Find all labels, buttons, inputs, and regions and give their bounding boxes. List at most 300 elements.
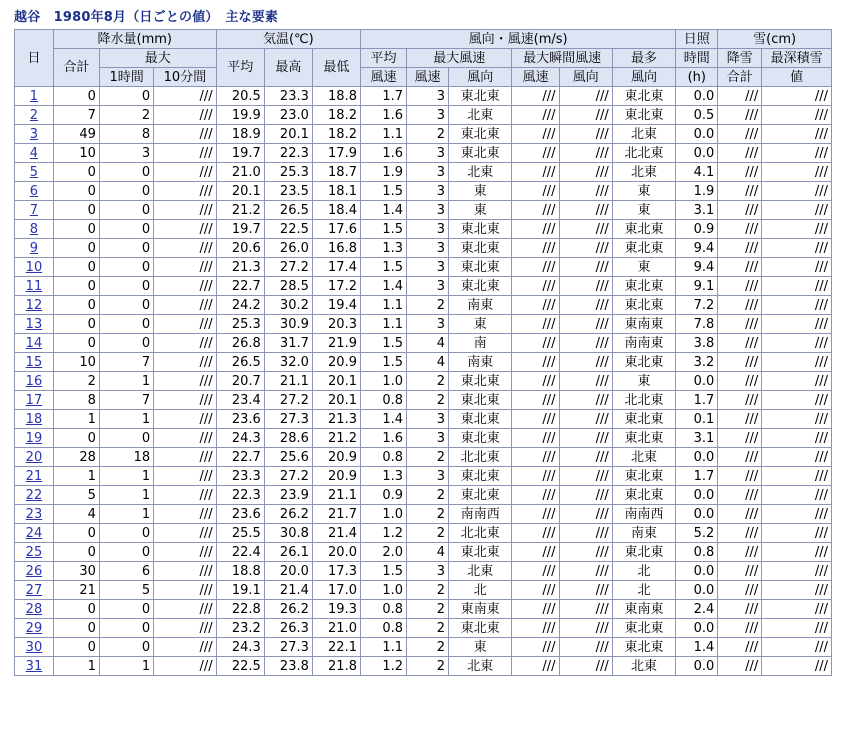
- cell-precip-total: 1: [53, 467, 99, 486]
- cell-precip-1h: 6: [99, 562, 153, 581]
- cell-temp-min: 20.9: [312, 467, 360, 486]
- cell-wind-most-dir: 北東: [612, 163, 676, 182]
- day-link[interactable]: 4: [29, 145, 39, 161]
- table-header: [15, 30, 832, 87]
- cell-wind-gust-speed: ///: [512, 562, 559, 581]
- table-row: [15, 505, 832, 524]
- cell-wind-avg: 1.3: [360, 467, 406, 486]
- table-row: [15, 277, 832, 296]
- cell-wind-max-dir: 南東: [449, 296, 512, 315]
- cell-snowfall: ///: [718, 372, 762, 391]
- cell-wind-max-dir: 東北東: [449, 619, 512, 638]
- cell-wind-max-speed: 3: [407, 315, 449, 334]
- cell-wind-gust-dir: ///: [559, 410, 612, 429]
- cell-precip-10min: ///: [154, 106, 216, 125]
- cell-wind-avg: 0.9: [360, 486, 406, 505]
- cell-temp-avg: 23.6: [216, 410, 264, 429]
- day-link[interactable]: 2: [29, 107, 39, 123]
- cell-wind-most-dir: 南南西: [612, 505, 676, 524]
- cell-wind-most-dir: 東北東: [612, 296, 676, 315]
- day-link[interactable]: 14: [25, 335, 43, 351]
- cell-wind-gust-dir: ///: [559, 334, 612, 353]
- cell-precip-total: 0: [53, 239, 99, 258]
- cell-snowfall: ///: [718, 448, 762, 467]
- day-link[interactable]: 20: [25, 449, 43, 465]
- cell-temp-min: 21.9: [312, 334, 360, 353]
- cell-precip-1h: 7: [99, 353, 153, 372]
- cell-temp-avg: 23.2: [216, 619, 264, 638]
- cell-temp-max: 31.7: [264, 334, 312, 353]
- cell-precip-total: 0: [53, 638, 99, 657]
- cell-temp-max: 21.1: [264, 372, 312, 391]
- cell-wind-avg: 1.4: [360, 410, 406, 429]
- cell-temp-avg: 22.5: [216, 657, 264, 676]
- cell-precip-10min: ///: [154, 619, 216, 638]
- cell-wind-avg: 1.6: [360, 144, 406, 163]
- day-link[interactable]: 5: [29, 164, 39, 180]
- cell-wind-avg: 1.1: [360, 296, 406, 315]
- header-wind-most-1: 最多: [612, 49, 676, 68]
- cell-wind-max-speed: 2: [407, 391, 449, 410]
- header-snowfall-1: 降雪: [718, 49, 762, 68]
- cell-temp-max: 27.2: [264, 391, 312, 410]
- cell-temp-min: 20.1: [312, 372, 360, 391]
- cell-temp-min: 18.7: [312, 163, 360, 182]
- cell-wind-gust-speed: ///: [512, 182, 559, 201]
- cell-temp-avg: 20.6: [216, 239, 264, 258]
- cell-temp-avg: 23.4: [216, 391, 264, 410]
- cell-wind-avg: 1.1: [360, 125, 406, 144]
- cell-wind-gust-dir: ///: [559, 125, 612, 144]
- cell-wind-max-dir: 東北東: [449, 239, 512, 258]
- cell-wind-max-dir: 東北東: [449, 220, 512, 239]
- cell-wind-avg: 1.0: [360, 372, 406, 391]
- cell-wind-gust-dir: ///: [559, 163, 612, 182]
- day-link[interactable]: 13: [25, 316, 43, 332]
- cell-precip-total: 0: [53, 334, 99, 353]
- cell-wind-gust-dir: ///: [559, 106, 612, 125]
- cell-wind-max-speed: 2: [407, 448, 449, 467]
- cell-snowfall: ///: [718, 391, 762, 410]
- cell-wind-gust-speed: ///: [512, 391, 559, 410]
- table-row: [15, 467, 832, 486]
- cell-wind-max-dir: 東北東: [449, 144, 512, 163]
- day-link[interactable]: 7: [29, 202, 39, 218]
- cell-sunshine: 2.4: [676, 600, 718, 619]
- cell-sunshine: 1.7: [676, 391, 718, 410]
- cell-sunshine: 9.4: [676, 258, 718, 277]
- cell-sunshine: 0.0: [676, 372, 718, 391]
- cell-wind-most-dir: 南南東: [612, 334, 676, 353]
- cell-precip-total: 0: [53, 429, 99, 448]
- cell-wind-avg: 1.0: [360, 505, 406, 524]
- cell-wind-gust-dir: ///: [559, 391, 612, 410]
- cell-snowfall: ///: [718, 87, 762, 106]
- cell-temp-min: 20.3: [312, 315, 360, 334]
- cell-wind-gust-speed: ///: [512, 106, 559, 125]
- cell-snowfall: ///: [718, 201, 762, 220]
- table-row: [15, 144, 832, 163]
- cell-precip-10min: ///: [154, 258, 216, 277]
- cell-wind-most-dir: 東北東: [612, 353, 676, 372]
- table-row: [15, 220, 832, 239]
- cell-precip-1h: 8: [99, 125, 153, 144]
- table-row: [15, 619, 832, 638]
- cell-wind-most-dir: 東: [612, 372, 676, 391]
- cell-temp-min: 21.0: [312, 619, 360, 638]
- cell-snowfall: ///: [718, 467, 762, 486]
- cell-wind-gust-speed: ///: [512, 619, 559, 638]
- cell-temp-avg: 21.3: [216, 258, 264, 277]
- cell-snowfall: ///: [718, 410, 762, 429]
- cell-precip-10min: ///: [154, 87, 216, 106]
- day-link[interactable]: 1: [29, 88, 39, 104]
- cell-temp-min: 18.8: [312, 87, 360, 106]
- cell-wind-gust-speed: ///: [512, 163, 559, 182]
- cell-temp-min: 21.1: [312, 486, 360, 505]
- cell-snowdepth: ///: [762, 87, 832, 106]
- header-temp-min: 最低: [312, 49, 360, 87]
- cell-wind-max-speed: 3: [407, 429, 449, 448]
- cell-precip-10min: ///: [154, 410, 216, 429]
- day-link[interactable]: 21: [25, 468, 43, 484]
- cell-sunshine: 0.0: [676, 144, 718, 163]
- cell-wind-gust-dir: ///: [559, 429, 612, 448]
- cell-wind-max-dir: 東北東: [449, 543, 512, 562]
- cell-sunshine: 9.1: [676, 277, 718, 296]
- cell-snowfall: ///: [718, 125, 762, 144]
- cell-temp-max: 22.3: [264, 144, 312, 163]
- cell-wind-gust-speed: ///: [512, 315, 559, 334]
- cell-temp-min: 20.1: [312, 391, 360, 410]
- cell-precip-1h: 0: [99, 220, 153, 239]
- cell-snowdepth: ///: [762, 353, 832, 372]
- cell-wind-avg: 1.0: [360, 581, 406, 600]
- cell-wind-avg: 1.5: [360, 334, 406, 353]
- cell-wind-max-speed: 2: [407, 296, 449, 315]
- cell-precip-1h: 0: [99, 524, 153, 543]
- cell-temp-max: 26.2: [264, 505, 312, 524]
- day-link[interactable]: 24: [25, 525, 43, 541]
- cell-wind-max-dir: 東: [449, 315, 512, 334]
- cell-wind-avg: 1.7: [360, 87, 406, 106]
- day-link[interactable]: 29: [25, 620, 43, 636]
- cell-day: [15, 543, 54, 562]
- cell-wind-max-dir: 東: [449, 201, 512, 220]
- cell-wind-gust-speed: ///: [512, 600, 559, 619]
- cell-wind-max-speed: 2: [407, 505, 449, 524]
- cell-temp-min: 18.4: [312, 201, 360, 220]
- cell-temp-min: 18.2: [312, 125, 360, 144]
- cell-precip-total: 0: [53, 258, 99, 277]
- cell-snowdepth: ///: [762, 448, 832, 467]
- cell-day: [15, 125, 54, 144]
- cell-snowdepth: ///: [762, 524, 832, 543]
- cell-precip-total: 1: [53, 410, 99, 429]
- cell-snowfall: ///: [718, 239, 762, 258]
- cell-precip-10min: ///: [154, 315, 216, 334]
- cell-snowdepth: ///: [762, 619, 832, 638]
- cell-day: [15, 581, 54, 600]
- cell-temp-avg: 21.2: [216, 201, 264, 220]
- cell-temp-min: 22.1: [312, 638, 360, 657]
- cell-precip-10min: ///: [154, 163, 216, 182]
- cell-snowfall: ///: [718, 524, 762, 543]
- cell-precip-total: 21: [53, 581, 99, 600]
- cell-temp-max: 26.3: [264, 619, 312, 638]
- cell-wind-max-speed: 3: [407, 277, 449, 296]
- day-link[interactable]: 16: [25, 373, 43, 389]
- day-link[interactable]: 28: [25, 601, 43, 617]
- table-row: [15, 125, 832, 144]
- cell-wind-max-dir: 北東: [449, 562, 512, 581]
- day-link[interactable]: 15: [25, 354, 43, 370]
- cell-snowdepth: ///: [762, 372, 832, 391]
- header-precip-max: 最大: [99, 49, 216, 68]
- cell-temp-max: 25.3: [264, 163, 312, 182]
- cell-wind-most-dir: 東: [612, 201, 676, 220]
- day-link[interactable]: 22: [25, 487, 43, 503]
- cell-precip-1h: 1: [99, 505, 153, 524]
- cell-wind-gust-speed: ///: [512, 258, 559, 277]
- header-sunshine-1: 日照: [676, 30, 718, 49]
- cell-wind-max-speed: 2: [407, 638, 449, 657]
- day-link[interactable]: 31: [25, 658, 43, 674]
- cell-wind-most-dir: 北東: [612, 657, 676, 676]
- day-link[interactable]: 27: [25, 582, 43, 598]
- cell-wind-max-speed: 3: [407, 106, 449, 125]
- cell-precip-10min: ///: [154, 562, 216, 581]
- cell-wind-avg: 1.5: [360, 258, 406, 277]
- cell-sunshine: 1.9: [676, 182, 718, 201]
- page-title: 越谷 1980年8月（日ごとの値） 主な要素: [14, 10, 279, 25]
- cell-temp-max: 23.3: [264, 87, 312, 106]
- cell-temp-avg: 19.7: [216, 220, 264, 239]
- cell-sunshine: 0.9: [676, 220, 718, 239]
- cell-temp-max: 32.0: [264, 353, 312, 372]
- cell-precip-10min: ///: [154, 543, 216, 562]
- cell-wind-most-dir: 東北東: [612, 638, 676, 657]
- cell-precip-1h: 1: [99, 486, 153, 505]
- cell-wind-gust-speed: ///: [512, 543, 559, 562]
- cell-snowfall: ///: [718, 296, 762, 315]
- cell-precip-10min: ///: [154, 277, 216, 296]
- header-precip-total: 合計: [53, 49, 99, 87]
- cell-wind-gust-dir: ///: [559, 581, 612, 600]
- cell-precip-total: 0: [53, 296, 99, 315]
- cell-precip-10min: ///: [154, 125, 216, 144]
- cell-day: [15, 163, 54, 182]
- day-link[interactable]: 6: [29, 183, 39, 199]
- cell-wind-gust-dir: ///: [559, 448, 612, 467]
- cell-wind-gust-speed: ///: [512, 220, 559, 239]
- cell-day: [15, 334, 54, 353]
- cell-snowfall: ///: [718, 258, 762, 277]
- cell-wind-max-speed: 2: [407, 600, 449, 619]
- cell-wind-max-dir: 南: [449, 334, 512, 353]
- cell-snowfall: ///: [718, 638, 762, 657]
- cell-snowdepth: ///: [762, 334, 832, 353]
- cell-wind-gust-speed: ///: [512, 334, 559, 353]
- cell-day: [15, 600, 54, 619]
- table-row: [15, 543, 832, 562]
- cell-wind-max-dir: 東北東: [449, 372, 512, 391]
- cell-temp-min: 17.4: [312, 258, 360, 277]
- cell-temp-avg: 22.7: [216, 448, 264, 467]
- cell-precip-1h: 1: [99, 372, 153, 391]
- cell-temp-avg: 20.7: [216, 372, 264, 391]
- cell-wind-avg: 0.8: [360, 391, 406, 410]
- day-link[interactable]: 30: [25, 639, 43, 655]
- cell-wind-most-dir: 北: [612, 581, 676, 600]
- table-row: [15, 448, 832, 467]
- cell-temp-avg: 25.3: [216, 315, 264, 334]
- cell-sunshine: 0.1: [676, 410, 718, 429]
- cell-day: [15, 657, 54, 676]
- cell-precip-total: 0: [53, 87, 99, 106]
- day-link[interactable]: 9: [29, 240, 39, 256]
- day-link[interactable]: 25: [25, 544, 43, 560]
- table-row: [15, 182, 832, 201]
- cell-snowdepth: ///: [762, 315, 832, 334]
- cell-precip-10min: ///: [154, 353, 216, 372]
- cell-wind-gust-dir: ///: [559, 524, 612, 543]
- cell-temp-max: 27.3: [264, 410, 312, 429]
- cell-snowfall: ///: [718, 220, 762, 239]
- cell-wind-max-speed: 3: [407, 258, 449, 277]
- cell-precip-total: 4: [53, 505, 99, 524]
- header-wind: 風向・風速(m/s): [360, 30, 675, 49]
- cell-temp-max: 30.8: [264, 524, 312, 543]
- cell-snowdepth: ///: [762, 486, 832, 505]
- cell-temp-avg: 19.7: [216, 144, 264, 163]
- cell-temp-max: 30.9: [264, 315, 312, 334]
- cell-precip-10min: ///: [154, 467, 216, 486]
- day-link[interactable]: 26: [25, 563, 43, 579]
- cell-wind-max-dir: 東北東: [449, 410, 512, 429]
- table-row: [15, 106, 832, 125]
- day-link[interactable]: 11: [25, 278, 43, 294]
- cell-wind-avg: 1.1: [360, 638, 406, 657]
- cell-temp-min: 17.3: [312, 562, 360, 581]
- cell-temp-max: 26.0: [264, 239, 312, 258]
- cell-wind-max-speed: 2: [407, 619, 449, 638]
- cell-wind-max-dir: 東: [449, 638, 512, 657]
- cell-wind-max-speed: 3: [407, 201, 449, 220]
- cell-wind-most-dir: 東北東: [612, 239, 676, 258]
- cell-wind-max-dir: 南東: [449, 353, 512, 372]
- cell-snowdepth: ///: [762, 106, 832, 125]
- day-link[interactable]: 10: [25, 259, 43, 275]
- cell-sunshine: 1.4: [676, 638, 718, 657]
- cell-wind-max-dir: 北北東: [449, 524, 512, 543]
- cell-wind-gust-dir: ///: [559, 201, 612, 220]
- cell-sunshine: 3.2: [676, 353, 718, 372]
- cell-wind-most-dir: 東北東: [612, 277, 676, 296]
- cell-snowdepth: ///: [762, 296, 832, 315]
- cell-sunshine: 0.0: [676, 619, 718, 638]
- day-link[interactable]: 19: [25, 430, 43, 446]
- cell-temp-avg: 22.3: [216, 486, 264, 505]
- cell-day: [15, 315, 54, 334]
- table-row: [15, 296, 832, 315]
- cell-wind-max-dir: 東北東: [449, 125, 512, 144]
- day-link[interactable]: 3: [29, 126, 39, 142]
- cell-precip-1h: 2: [99, 106, 153, 125]
- cell-precip-10min: ///: [154, 239, 216, 258]
- cell-wind-max-dir: 東北東: [449, 486, 512, 505]
- cell-precip-10min: ///: [154, 391, 216, 410]
- cell-sunshine: 0.0: [676, 87, 718, 106]
- table-row: [15, 239, 832, 258]
- cell-temp-max: 23.8: [264, 657, 312, 676]
- cell-precip-1h: 0: [99, 296, 153, 315]
- cell-wind-gust-dir: ///: [559, 258, 612, 277]
- cell-temp-max: 27.2: [264, 258, 312, 277]
- cell-temp-max: 28.5: [264, 277, 312, 296]
- cell-sunshine: 3.8: [676, 334, 718, 353]
- cell-sunshine: 4.1: [676, 163, 718, 182]
- table-row: [15, 524, 832, 543]
- cell-wind-avg: 1.6: [360, 106, 406, 125]
- cell-wind-max-dir: 北東: [449, 163, 512, 182]
- cell-snowfall: ///: [718, 334, 762, 353]
- cell-wind-max-dir: 北: [449, 581, 512, 600]
- cell-wind-gust-dir: ///: [559, 182, 612, 201]
- cell-wind-gust-dir: ///: [559, 315, 612, 334]
- cell-precip-10min: ///: [154, 448, 216, 467]
- cell-wind-gust-speed: ///: [512, 505, 559, 524]
- cell-wind-max-speed: 3: [407, 239, 449, 258]
- cell-wind-max-dir: 東北東: [449, 87, 512, 106]
- cell-day: [15, 353, 54, 372]
- cell-snowfall: ///: [718, 182, 762, 201]
- cell-temp-max: 21.4: [264, 581, 312, 600]
- cell-temp-min: 18.1: [312, 182, 360, 201]
- cell-wind-max-dir: 東北東: [449, 429, 512, 448]
- day-link[interactable]: 23: [25, 506, 43, 522]
- cell-wind-most-dir: 東北東: [612, 106, 676, 125]
- cell-wind-max-speed: 2: [407, 486, 449, 505]
- cell-temp-avg: 23.6: [216, 505, 264, 524]
- cell-precip-total: 10: [53, 144, 99, 163]
- cell-wind-gust-dir: ///: [559, 657, 612, 676]
- cell-wind-most-dir: 北: [612, 562, 676, 581]
- cell-wind-avg: 1.1: [360, 315, 406, 334]
- cell-wind-max-speed: 3: [407, 144, 449, 163]
- cell-precip-total: 30: [53, 562, 99, 581]
- cell-snowdepth: ///: [762, 543, 832, 562]
- cell-snowfall: ///: [718, 353, 762, 372]
- cell-temp-avg: 22.8: [216, 600, 264, 619]
- cell-snowdepth: ///: [762, 163, 832, 182]
- day-link[interactable]: 12: [25, 297, 43, 313]
- day-link[interactable]: 17: [25, 392, 43, 408]
- cell-temp-avg: 24.2: [216, 296, 264, 315]
- cell-precip-1h: 0: [99, 201, 153, 220]
- cell-wind-gust-dir: ///: [559, 239, 612, 258]
- cell-precip-total: 8: [53, 391, 99, 410]
- cell-precip-total: 0: [53, 543, 99, 562]
- cell-precip-1h: 0: [99, 163, 153, 182]
- cell-snowfall: ///: [718, 277, 762, 296]
- cell-precip-1h: 18: [99, 448, 153, 467]
- cell-wind-avg: 1.5: [360, 220, 406, 239]
- cell-snowdepth: ///: [762, 505, 832, 524]
- cell-wind-gust-dir: ///: [559, 638, 612, 657]
- day-link[interactable]: 8: [29, 221, 39, 237]
- day-link[interactable]: 18: [25, 411, 43, 427]
